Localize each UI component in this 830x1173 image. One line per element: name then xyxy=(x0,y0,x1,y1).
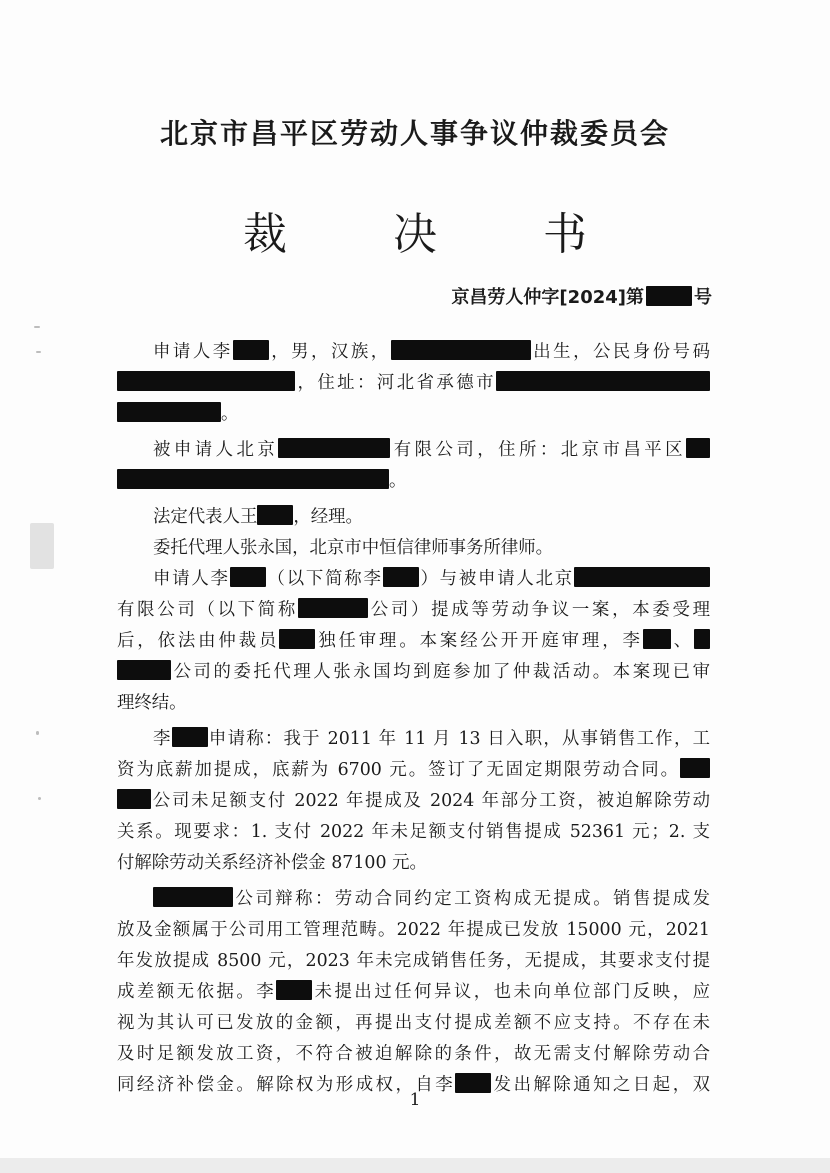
text-line xyxy=(117,755,710,786)
redaction-block xyxy=(257,505,293,525)
text-line xyxy=(117,595,710,626)
text-span: 公司辩称：劳动合同约定工资构成无提成。销售提成发 xyxy=(233,889,710,909)
redaction-block xyxy=(574,567,710,587)
text-span: 李 xyxy=(153,729,172,749)
text-line xyxy=(117,688,710,719)
text-span: 。 xyxy=(389,471,407,491)
text-span: 年发放提成 8500 元，2023 年未完成销售任务，无提成，其要求支付提 xyxy=(117,951,710,971)
redaction-block xyxy=(117,371,295,391)
text-line xyxy=(117,564,710,595)
text-span: ，男，汉族， xyxy=(268,342,391,362)
redaction-block xyxy=(117,469,389,489)
text-line xyxy=(117,626,710,657)
commission-title: 北京市昌平区劳动人事争议仲裁委员会 xyxy=(159,117,670,150)
text-line xyxy=(117,502,710,533)
text-span: 公司未足额支付 2022 年提成及 2024 年部分工资，被迫解除劳动 xyxy=(151,791,710,811)
text-line xyxy=(117,724,710,755)
redaction-block xyxy=(233,340,269,360)
viewer-bottom-edge xyxy=(0,1158,830,1173)
text-line xyxy=(117,399,710,430)
redaction-block xyxy=(117,660,171,680)
text-line xyxy=(117,368,710,399)
text-line xyxy=(117,915,710,946)
redaction-block xyxy=(117,402,221,422)
redaction-block xyxy=(383,567,419,587)
redaction-block xyxy=(680,758,710,778)
scan-speck xyxy=(34,326,40,328)
case-number-suffix: 号 xyxy=(694,287,712,308)
text-line xyxy=(117,1039,710,1070)
text-span: 。 xyxy=(221,404,239,424)
redaction-block xyxy=(391,340,531,360)
redaction-block xyxy=(276,980,312,1000)
text-line xyxy=(117,337,710,368)
text-span: 公司）提成等劳动争议一案，本委受理 xyxy=(368,600,710,620)
text-line xyxy=(117,884,710,915)
text-span: 被申请人北京 xyxy=(153,440,279,460)
text-span: 放及金额属于公司用工管理范畴。2022 年提成已发放 15000 元，2021 xyxy=(117,920,710,940)
case-number-prefix: 京昌劳人仲字[2024]第 xyxy=(451,287,644,308)
text-span: 付解除劳动关系经济补偿金 87100 元。 xyxy=(117,853,427,873)
text-line xyxy=(117,848,710,879)
text-line xyxy=(117,657,710,688)
text-span: 后，依法由仲裁员 xyxy=(117,631,280,651)
redaction-block xyxy=(686,438,710,458)
text-span: 资为底薪加提成，底薪为 6700 元。签订了无固定期限劳动合同。 xyxy=(117,760,680,780)
text-line xyxy=(117,946,710,977)
text-span: 发出解除通知之日起，双 xyxy=(491,1075,710,1095)
text-span: 关系。现要求：1. 支付 2022 年未足额支付销售提成 52361 元；2. 支 xyxy=(117,822,710,842)
text-span: （以下简称李 xyxy=(265,569,383,589)
text-span: 独任审理。本案经公开开庭审理，李 xyxy=(315,631,643,651)
text-span: 同经济补偿金。解除权为形成权，自李 xyxy=(117,1075,456,1095)
text-span: 出生，公民身份号码 xyxy=(530,342,710,362)
text-line xyxy=(117,466,710,497)
scan-speck xyxy=(36,731,39,735)
text-span: 法定代表人王 xyxy=(153,507,258,527)
redaction-block xyxy=(694,629,710,649)
text-span: 未提出过任何异议，也未向单位部门反映，应 xyxy=(312,982,710,1002)
text-span: 委托代理人张永国，北京市中恒信律师事务所律师。 xyxy=(153,538,553,558)
redaction-block xyxy=(298,598,368,618)
redaction-block xyxy=(278,438,390,458)
case-number xyxy=(451,283,712,309)
redaction-block xyxy=(496,371,710,391)
text-span: 有限公司（以下简称 xyxy=(117,600,299,620)
scan-speck xyxy=(30,523,54,569)
text-line xyxy=(117,786,710,817)
text-span: 及时足额发放工资，不符合被迫解除的条件，故无需支付解除劳动合 xyxy=(117,1044,710,1064)
text-span: ，住址：河北省承德市 xyxy=(295,373,496,393)
redaction-block xyxy=(153,887,233,907)
text-span: 成差额无依据。李 xyxy=(117,982,277,1002)
text-line xyxy=(117,817,710,848)
redaction-block xyxy=(646,286,692,306)
scan-speck xyxy=(38,797,41,800)
document-type-title: 裁 决 书 xyxy=(243,209,633,260)
document-body xyxy=(117,337,710,1101)
scan-speck xyxy=(36,351,41,353)
redaction-block xyxy=(279,629,315,649)
text-span: ，经理。 xyxy=(293,507,363,527)
text-span: 有限公司，住所：北京市昌平区 xyxy=(390,440,686,460)
text-span: ）与被申请人北京 xyxy=(418,569,574,589)
text-span: 申请人李 xyxy=(153,569,230,589)
text-span: 视为其认可已发放的金额，再提出支付提成差额不应支持。不存在未 xyxy=(117,1013,710,1033)
redaction-block xyxy=(117,789,151,809)
text-span: 公司的委托代理人张永国均到庭参加了仲裁活动。本案现已审 xyxy=(171,662,710,682)
text-line xyxy=(117,1008,710,1039)
text-line xyxy=(117,435,710,466)
redaction-block xyxy=(230,567,266,587)
text-span: 理终结。 xyxy=(117,693,187,713)
text-span: 申请人李 xyxy=(153,342,233,362)
text-line xyxy=(117,977,710,1008)
page-number: 1 xyxy=(409,1090,421,1110)
text-line xyxy=(117,533,710,564)
redaction-block xyxy=(643,629,671,649)
text-span: 、 xyxy=(670,631,694,651)
redaction-block xyxy=(172,727,208,747)
text-span: 申请称：我于 2011 年 11 月 13 日入职，从事销售工作，工 xyxy=(207,729,710,749)
